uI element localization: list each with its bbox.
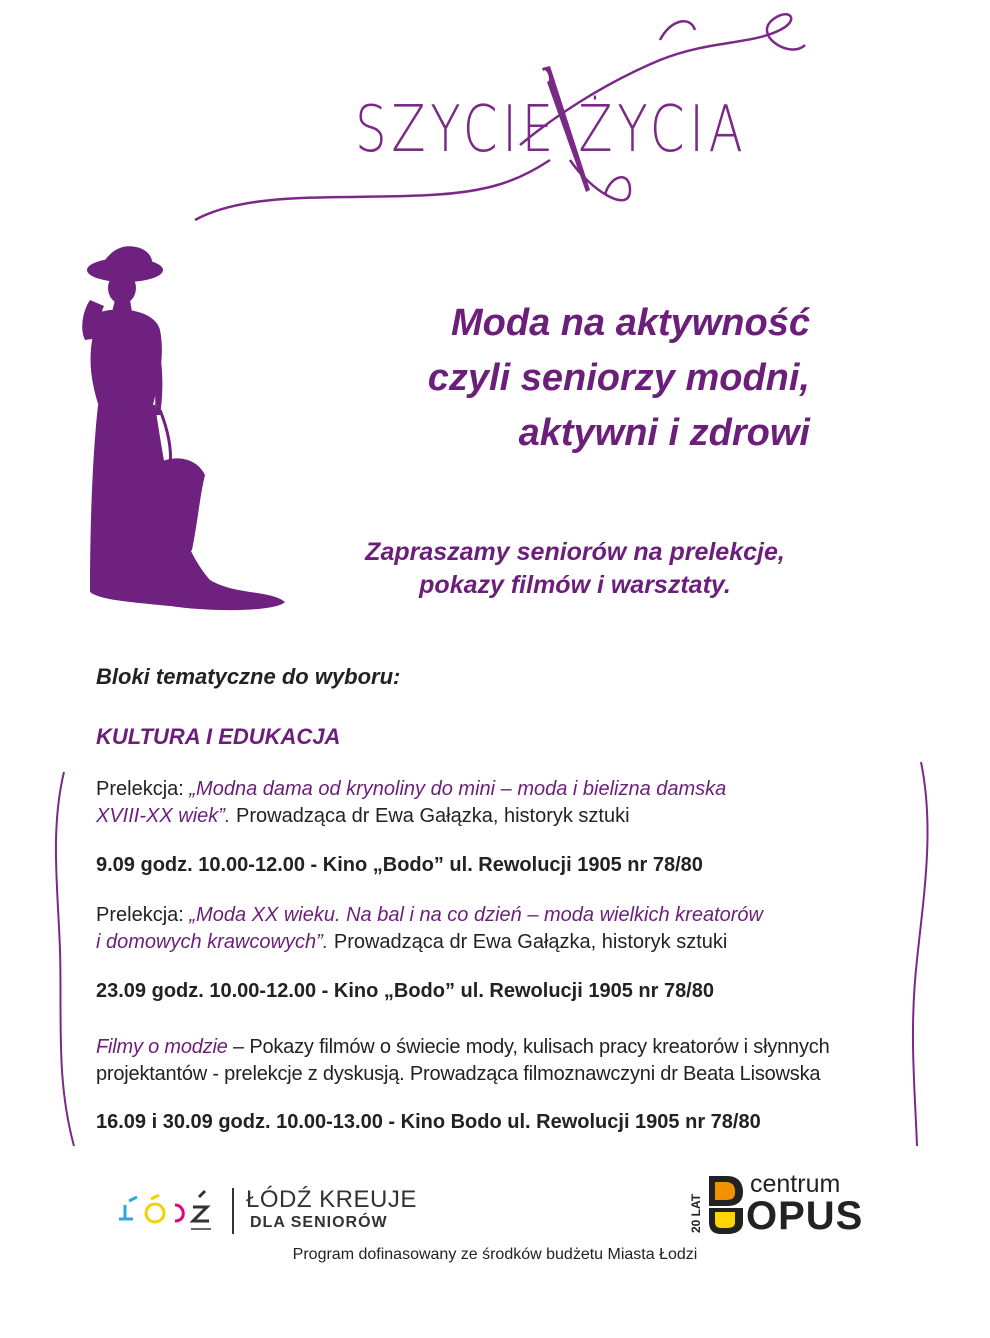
- event-description: [96, 1034, 916, 1088]
- event-title: Filmy o modzie: [96, 1036, 228, 1058]
- event-prefix: Prelekcja:: [96, 904, 190, 926]
- lodz-logo-icon: [115, 1185, 220, 1235]
- centrum-text: centrum: [750, 1170, 841, 1198]
- event-prefix: Prelekcja:: [96, 778, 190, 800]
- invitation-text: [330, 536, 820, 602]
- event-title: XVIII-XX wiek”.: [96, 805, 231, 827]
- funding-note: Program dofinasowany ze środków budżetu Miasta Łodzi: [292, 1246, 698, 1263]
- headline-line: aktywni i zdrowi: [518, 412, 810, 454]
- event-date: 9.09 godz. 10.00-12.00 - Kino „Bodo” ul. Rewolucji 1905 nr 78/80: [96, 854, 703, 876]
- event-description: [96, 776, 906, 830]
- event-title: i domowych krawcowych”.: [96, 931, 329, 953]
- opus-text: OPUS: [746, 1194, 864, 1238]
- event-title: „Moda XX wieku. Na bal i na co dzień – moda wielkich kreatorów: [189, 904, 763, 926]
- blocks-heading: Bloki tematyczne do wyboru:: [96, 664, 401, 689]
- event-lecturer: Prowadząca dr Ewa Gałązka, historyk sztuki: [328, 931, 728, 953]
- event-title: „Modna dama od krynoliny do mini – moda i bielizna damska: [189, 778, 727, 800]
- dla-seniorow-text: DLA SENIORÓW: [250, 1214, 388, 1231]
- event-description-text: – Pokazy filmów o świecie mody, kulisach pracy kreatorów i słynnych: [227, 1036, 830, 1058]
- event-description: [96, 902, 906, 956]
- lodz-kreuje-text: ŁÓDŹ KREUJE: [246, 1186, 417, 1213]
- headline-line: Moda na aktywność: [451, 302, 810, 344]
- lady-silhouette-icon: [60, 240, 290, 620]
- headline: [360, 296, 810, 461]
- left-thread-curve: [50, 770, 90, 1150]
- event-description-text: projektantów - prelekcje z dyskusją. Prowadząca filmoznawczyni dr Beata Lisowska: [96, 1063, 821, 1085]
- opus-logo-icon: [703, 1172, 745, 1236]
- section-title: KULTURA I EDUKACJA: [96, 724, 341, 749]
- invitation-line: pokazy filmów i warsztaty.: [419, 571, 731, 599]
- opus-years-text: 20 LAT: [689, 1193, 703, 1233]
- logo-title: SZYCIE ŻYCIA: [355, 93, 748, 167]
- event-date: 16.09 i 30.09 godz. 10.00-13.00 - Kino Bodo ul. Rewolucji 1905 nr 78/80: [96, 1111, 761, 1133]
- invitation-line: Zapraszamy seniorów na prelekcje,: [365, 538, 785, 566]
- event-date: 23.09 godz. 10.00-12.00 - Kino „Bodo” ul. Rewolucji 1905 nr 78/80: [96, 980, 714, 1002]
- footer-divider: [232, 1188, 234, 1234]
- event-lecturer: Prowadząca dr Ewa Gałązka, historyk sztuki: [230, 805, 630, 827]
- headline-line: czyli seniorzy modni,: [427, 357, 810, 399]
